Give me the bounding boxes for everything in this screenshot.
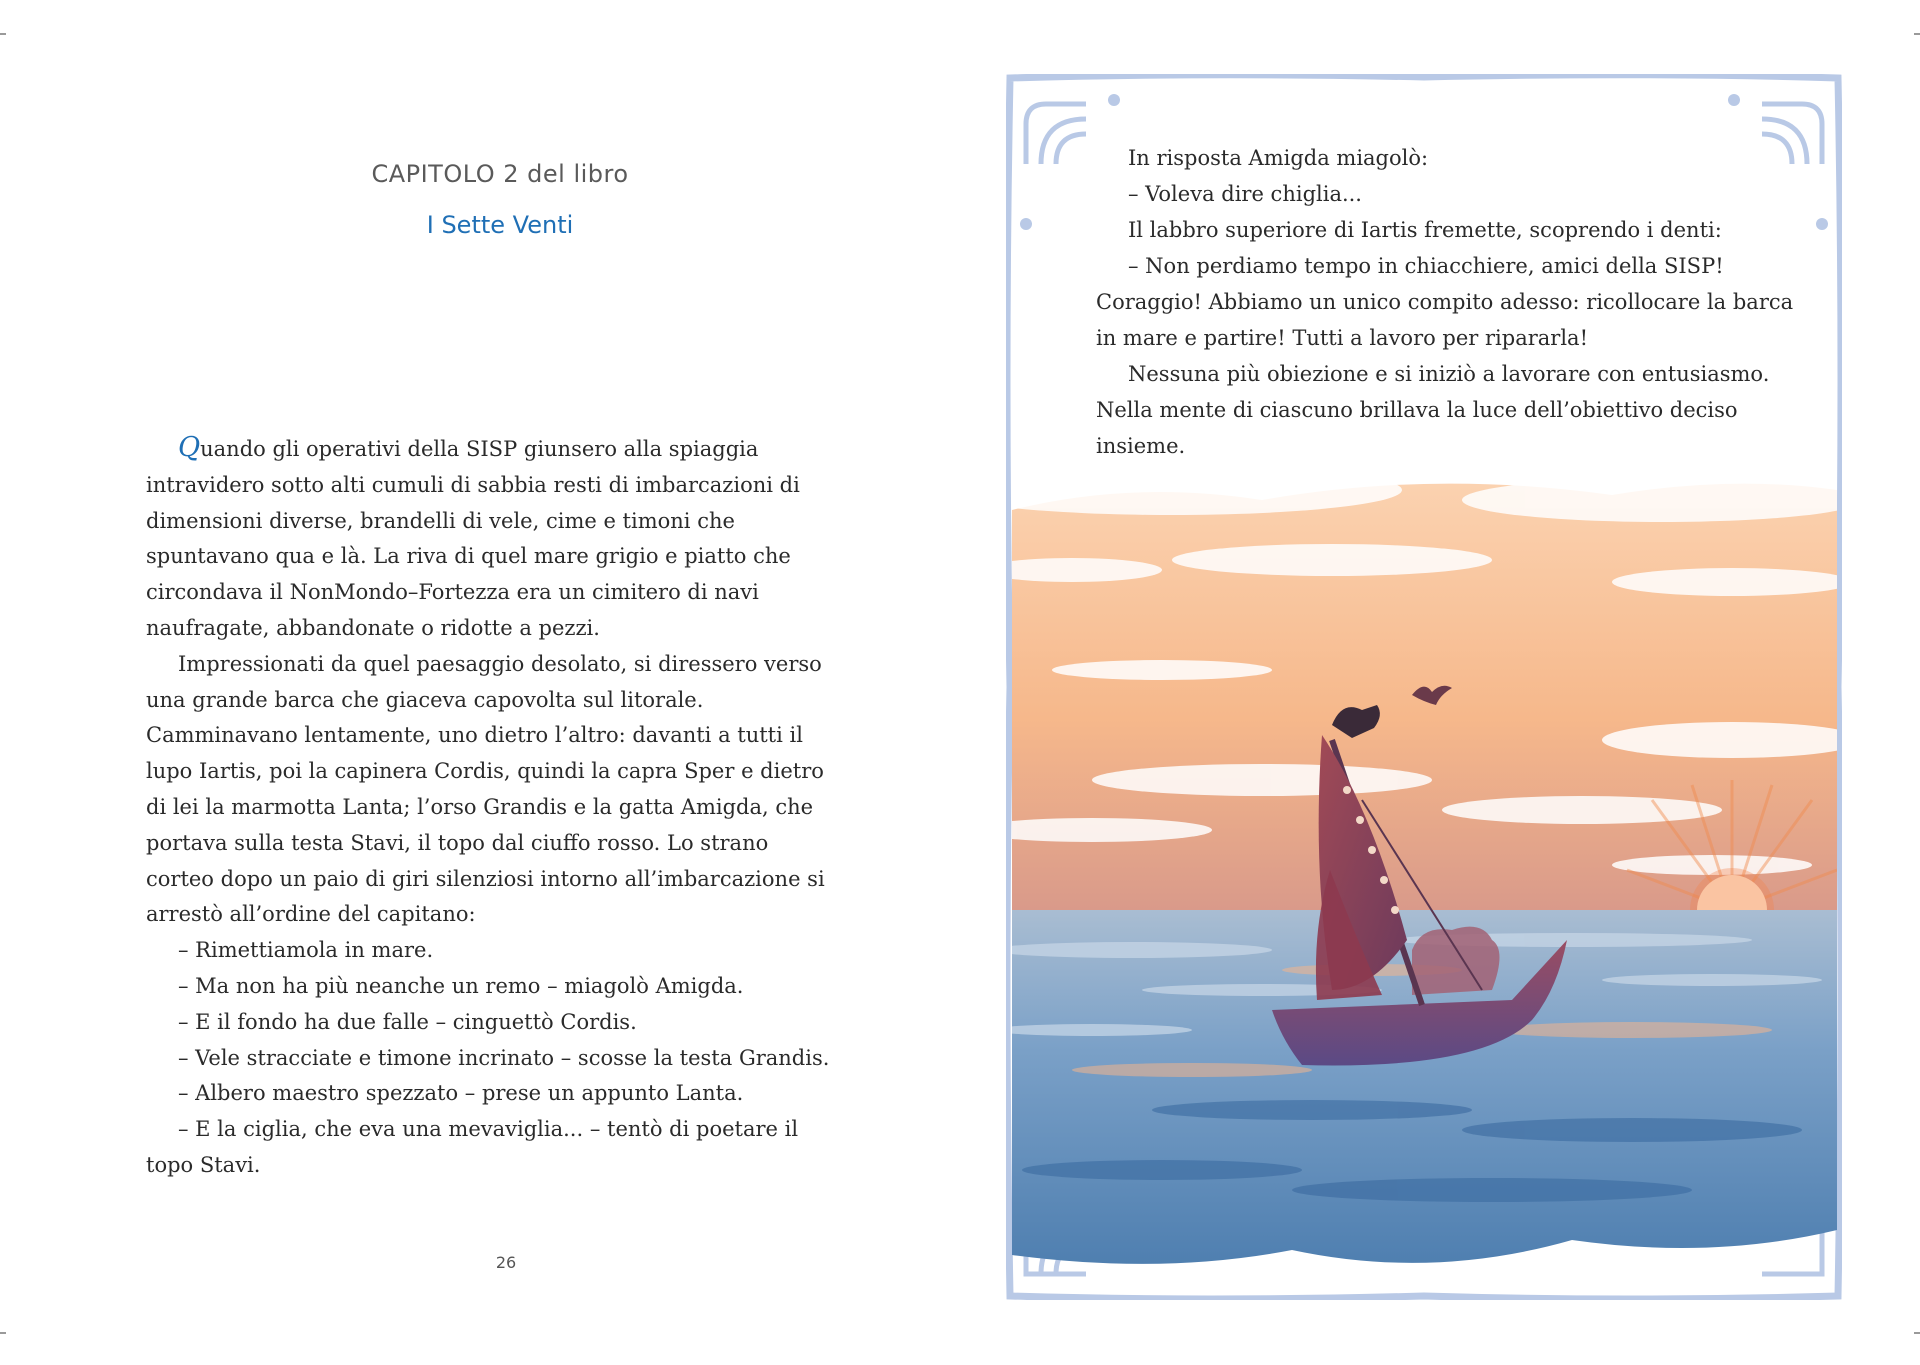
- paragraph: Impressionati da quel paesaggio desolato, si diressero verso una grande barca che giaceva capovolta sul litorale. Camminavano lentamente, uno dietro l’altro: davanti a tutti il lupo Iartis, poi la capinera Cordis, quindi la capra Sper e dietro di lei la marmotta Lanta; l’orso Grandis e la gatta Amigda, che portava sulla testa Stavi, il topo dal ciuffo rosso. Lo strano corteo dopo un paio di giri silenziosi intorno all’imbarcazione si arrestò all’ordine del capitano:: [146, 651, 825, 927]
- dialogue-line: – E la ciglia, che eva una mevaviglia... – tentò di poetare il topo Stavi.: [146, 1117, 799, 1177]
- chapter-label: CAPITOLO 2 del libro: [371, 160, 629, 188]
- crop-mark: [1914, 1332, 1920, 1334]
- dialogue-line: – Vele stracciate e timone incrinato – scosse la testa Grandis.: [178, 1045, 830, 1070]
- right-body-text: [1096, 140, 1796, 464]
- chapter-title: I Sette Venti: [426, 211, 574, 239]
- page-number: 26: [495, 1253, 517, 1272]
- paragraph: Il labbro superiore di Iartis fremette, scoprendo i denti:: [1128, 218, 1722, 242]
- dialogue-line: – Voleva dire chiglia...: [1128, 182, 1362, 206]
- paragraph: Quando gli operativi della SISP giunsero alla spiaggia intravidero sotto alti cumuli di sabbia resti di imbarcazioni di dimensioni diverse, brandelli di vele, cime e timoni che spuntavano qua e là. La riva di quel mare grigio e piatto che circondava il NonMondo–Fortezza era un cimitero di navi naufragate, abbandonate o ridotte a pezzi.: [146, 432, 800, 640]
- dialogue-line: – Albero maestro spezzato – prese un appunto Lanta.: [178, 1081, 744, 1106]
- dialogue-line: – Rimettiamola in mare.: [178, 938, 434, 963]
- left-body-text: [146, 430, 836, 1184]
- dialogue-line: – Non perdiamo tempo in chiacchiere, amici della SISP! Coraggio! Abbiamo un unico compito adesso: ricollocare la barca in mare e partire! Tutti a lavoro per ripararla!: [1096, 254, 1794, 350]
- crop-mark: [1914, 33, 1920, 35]
- paragraph: Nessuna più obiezione e si iniziò a lavorare con entusiasmo. Nella mente di ciascuno brillava la luce dell’obiettivo deciso insieme.: [1096, 362, 1770, 458]
- drop-cap: Q: [178, 432, 201, 463]
- sailing-boat-at-sunset-illustration: [1012, 470, 1837, 1280]
- dialogue-line: – E il fondo ha due falle – cinguettò Cordis.: [178, 1009, 637, 1034]
- dialogue-line: – Ma non ha più neanche un remo – miagolò Amigda.: [178, 973, 744, 998]
- paragraph: In risposta Amigda miagolò:: [1128, 146, 1429, 170]
